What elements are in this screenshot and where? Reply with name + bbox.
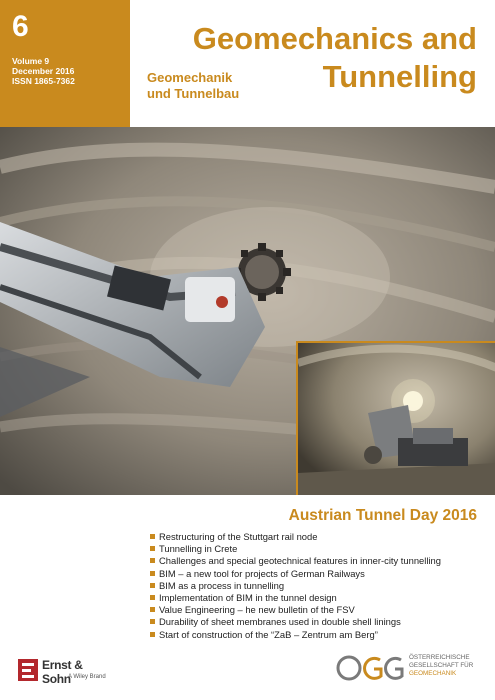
contents-item bbox=[150, 616, 490, 628]
bullet-square-icon bbox=[150, 632, 155, 637]
ogg-logo-icon bbox=[335, 651, 405, 685]
ernst-sohn-logo-icon bbox=[18, 655, 40, 685]
contents-item-label: Tunnelling in Crete bbox=[159, 543, 238, 555]
publisher-name: Ernst & Sohn bbox=[42, 658, 83, 686]
contents-item-label: Implementation of BIM in the tunnel design bbox=[159, 592, 337, 604]
society-name-line2: GESELLSCHAFT FÜR bbox=[409, 662, 474, 669]
issue-number: 6 bbox=[12, 10, 29, 43]
contents-item-label: Restructuring of the Stuttgart rail node bbox=[159, 531, 318, 542]
contents-item bbox=[150, 580, 490, 592]
bullet-square-icon bbox=[150, 546, 155, 551]
bullet-square-icon bbox=[150, 619, 155, 624]
contents-item-label: Durability of sheet membranes used in double shell linings bbox=[159, 616, 401, 628]
issue-issn: ISSN 1865-7362 bbox=[12, 76, 75, 86]
contents-item bbox=[150, 629, 490, 641]
publisher-logo bbox=[18, 655, 113, 685]
society-name-line3: GEOMECHANIK bbox=[409, 670, 457, 677]
issue-volume: Volume 9 bbox=[12, 56, 50, 66]
journal-title-line2: Tunnelling bbox=[322, 59, 477, 94]
society-name-line1: ÖSTERREICHISCHE bbox=[409, 654, 470, 661]
journal-subtitle bbox=[147, 70, 239, 102]
bullet-square-icon bbox=[150, 571, 155, 576]
journal-title-line1: Geomechanics and bbox=[192, 21, 477, 56]
inset-photo bbox=[296, 341, 495, 495]
issue-meta bbox=[12, 56, 130, 86]
contents-item-label: BIM – a new tool for projects of German Railways bbox=[159, 567, 365, 579]
contents-item bbox=[150, 543, 490, 555]
journal-subtitle-line2: und Tunnelbau bbox=[147, 86, 240, 101]
contents-item bbox=[150, 555, 490, 567]
contents-item-label: BIM as a process in tunnelling bbox=[159, 579, 285, 591]
issue-headline: Austrian Tunnel Day 2016 bbox=[288, 507, 477, 524]
publisher-tagline: A Wiley Brand bbox=[68, 674, 106, 680]
society-logo bbox=[335, 651, 485, 687]
bullet-square-icon bbox=[150, 583, 155, 588]
bullet-square-icon bbox=[150, 534, 155, 539]
issue-date: December 2016 bbox=[12, 66, 75, 76]
journal-subtitle-line1: Geomechanik bbox=[147, 70, 233, 85]
contents-item bbox=[150, 568, 490, 580]
contents-item bbox=[150, 592, 490, 604]
contents-item bbox=[150, 531, 490, 543]
contents-item-label: Start of construction of the “ZaB – Zentrum am Berg” bbox=[159, 628, 378, 640]
contents-item-label: Value Engineering – he new bulletin of the FSV bbox=[159, 604, 355, 616]
bullet-square-icon bbox=[150, 607, 155, 612]
contents-item-label: Challenges and special geotechnical features in inner-city tunnelling bbox=[159, 555, 441, 567]
inset-tunnel-illustration bbox=[298, 343, 495, 495]
contents-item bbox=[150, 604, 490, 616]
issue-box bbox=[0, 0, 130, 127]
contents-list bbox=[150, 531, 490, 641]
bullet-square-icon bbox=[150, 558, 155, 563]
society-name bbox=[409, 654, 473, 678]
bullet-square-icon bbox=[150, 595, 155, 600]
